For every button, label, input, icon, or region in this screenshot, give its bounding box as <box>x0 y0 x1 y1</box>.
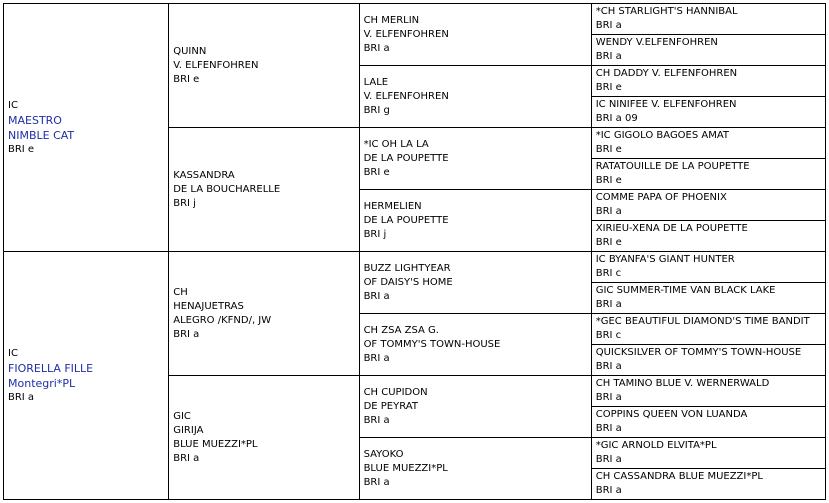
gen3-line: BRI e <box>363 166 390 178</box>
gen3-cell <box>359 66 591 128</box>
gen2-line: BRI e <box>173 73 200 85</box>
gen2-line: BRI a <box>173 452 200 464</box>
gen2-line: QUINN <box>173 45 207 57</box>
gen3-line: DE LA POUPETTE <box>363 152 449 164</box>
gen3-line: HERMELIEN <box>363 200 422 212</box>
dam-color: BRI a <box>8 391 35 403</box>
gen4-line: BRI a <box>595 392 622 403</box>
gen4-line: BRI a <box>595 361 622 372</box>
gen4-cell <box>591 190 825 221</box>
gen4-cell <box>591 438 825 469</box>
gen4-cell <box>591 97 825 128</box>
gen3-line: SAYOKO <box>363 448 404 460</box>
gen4-cell <box>591 159 825 190</box>
gen4-line: BRI a <box>595 454 622 465</box>
sire-cattery-link[interactable]: NIMBLE CAT <box>8 128 75 142</box>
gen4-line: *IC GIGOLO BAGOES AMAT <box>595 130 730 141</box>
gen4-line: *GEC BEAUTIFUL DIAMOND'S TIME BANDIT <box>595 316 810 327</box>
gen3-cell <box>359 438 591 500</box>
gen3-cell <box>359 190 591 252</box>
gen2-line: V. ELFENFOHREN <box>173 59 259 71</box>
gen4-cell <box>591 252 825 283</box>
gen4-line: BRI a <box>595 206 622 217</box>
gen3-line: LALE <box>363 76 389 88</box>
dam-title: IC <box>8 347 18 359</box>
gen3-cell <box>359 4 591 66</box>
gen4-line: IC NINIFEE V. ELFENFOHREN <box>595 99 737 110</box>
gen4-cell <box>591 128 825 159</box>
gen3-line: BRI a <box>363 42 390 54</box>
gen3-cell <box>359 376 591 438</box>
gen3-line: CH MERLIN <box>363 14 420 26</box>
dam-cattery-link[interactable]: Montegri*PL <box>8 376 76 390</box>
gen2-sire-dam-cell <box>169 128 359 252</box>
gen2-line: KASSANDRA <box>173 169 235 181</box>
gen4-line: BRI a <box>595 20 622 31</box>
gen3-line: OF DAISY'S HOME <box>363 276 453 288</box>
gen4-line: BRI e <box>595 144 622 155</box>
gen2-dam-sire-cell <box>169 252 359 376</box>
gen4-cell <box>591 221 825 252</box>
gen3-line: BRI j <box>363 228 387 240</box>
gen2-line: BRI j <box>173 197 196 209</box>
gen4-line: CH TAMINO BLUE V. WERNERWALD <box>595 378 770 389</box>
gen3-line: OF TOMMY'S TOWN-HOUSE <box>363 338 501 350</box>
gen4-line: BRI e <box>595 237 622 248</box>
gen3-cell <box>359 314 591 376</box>
gen3-line: BRI a <box>363 414 390 426</box>
dam-name-link[interactable]: FIORELLA FILLE <box>8 361 94 375</box>
gen4-line: QUICKSILVER OF TOMMY'S TOWN-HOUSE <box>595 347 802 358</box>
gen3-line: BLUE MUEZZI*PL <box>363 462 448 474</box>
gen3-line: BRI g <box>363 104 390 116</box>
gen2-sire-sire-cell <box>169 4 359 128</box>
gen4-cell <box>591 376 825 407</box>
sire-color: BRI e <box>8 143 35 155</box>
dam-cell <box>4 252 169 500</box>
gen4-line: RATATOUILLE DE LA POUPETTE <box>595 161 750 172</box>
gen3-cell <box>359 128 591 190</box>
gen4-line: IC BYANFA'S GIANT HUNTER <box>595 254 735 265</box>
gen4-line: BRI e <box>595 82 622 93</box>
gen4-cell <box>591 469 825 500</box>
gen4-line: WENDY V.ELFENFOHREN <box>595 37 718 48</box>
gen4-cell <box>591 4 825 35</box>
gen4-line: BRI c <box>595 268 622 279</box>
gen3-line: BRI a <box>363 476 390 488</box>
sire-name-link[interactable]: MAESTRO <box>8 113 62 127</box>
gen2-line: HENAJUETRAS <box>173 300 244 312</box>
gen2-line: DE LA BOUCHARELLE <box>173 183 281 195</box>
gen2-dam-dam-cell <box>169 376 359 500</box>
gen4-line: *CH STARLIGHT'S HANNIBAL <box>595 6 738 17</box>
gen3-cell <box>359 252 591 314</box>
pedigree-table <box>3 3 826 500</box>
gen4-line: CH DADDY V. ELFENFOHREN <box>595 68 738 79</box>
gen4-line: XIRIEU-XENA DE LA POUPETTE <box>595 223 748 234</box>
gen4-cell <box>591 345 825 376</box>
gen2-line: GIRIJA <box>173 424 204 436</box>
gen3-line: V. ELFENFOHREN <box>363 28 449 40</box>
gen4-cell <box>591 66 825 97</box>
gen4-line: BRI e <box>595 175 622 186</box>
gen4-line: COPPINS QUEEN VON LUANDA <box>595 409 748 420</box>
gen4-cell <box>591 314 825 345</box>
gen2-line: BLUE MUEZZI*PL <box>173 438 258 450</box>
gen4-line: COMME PAPA OF PHOENIX <box>595 192 727 203</box>
gen4-cell <box>591 407 825 438</box>
gen3-line: DE LA POUPETTE <box>363 214 449 226</box>
gen3-line: BUZZ LIGHTYEAR <box>363 262 451 274</box>
gen2-line: BRI a <box>173 328 200 340</box>
sire-title: IC <box>8 99 18 111</box>
gen3-line: DE PEYRAT <box>363 400 418 412</box>
gen4-cell <box>591 283 825 314</box>
gen2-line: ALEGRO /KFND/, JW <box>173 314 272 326</box>
gen3-line: BRI a <box>363 290 390 302</box>
gen3-line: *IC OH LA LA <box>363 138 429 150</box>
gen3-line: BRI a <box>363 352 390 364</box>
gen3-line: CH ZSA ZSA G. <box>363 324 439 336</box>
gen4-line: *GIC ARNOLD ELVITA*PL <box>595 440 717 451</box>
gen4-line: BRI a 09 <box>595 113 638 124</box>
gen4-line: BRI a <box>595 485 622 496</box>
gen4-cell <box>591 35 825 66</box>
gen4-line: BRI a <box>595 299 622 310</box>
gen3-line: CH CUPIDON <box>363 386 428 398</box>
gen2-line: CH <box>173 286 188 298</box>
gen2-line: GIC <box>173 410 191 422</box>
gen4-line: BRI c <box>595 330 622 341</box>
gen3-line: V. ELFENFOHREN <box>363 90 449 102</box>
gen4-line: CH CASSANDRA BLUE MUEZZI*PL <box>595 471 763 482</box>
gen4-line: BRI a <box>595 423 622 434</box>
gen4-line: GIC SUMMER-TIME VAN BLACK LAKE <box>595 285 776 296</box>
gen4-line: BRI a <box>595 51 622 62</box>
sire-cell <box>4 4 169 252</box>
